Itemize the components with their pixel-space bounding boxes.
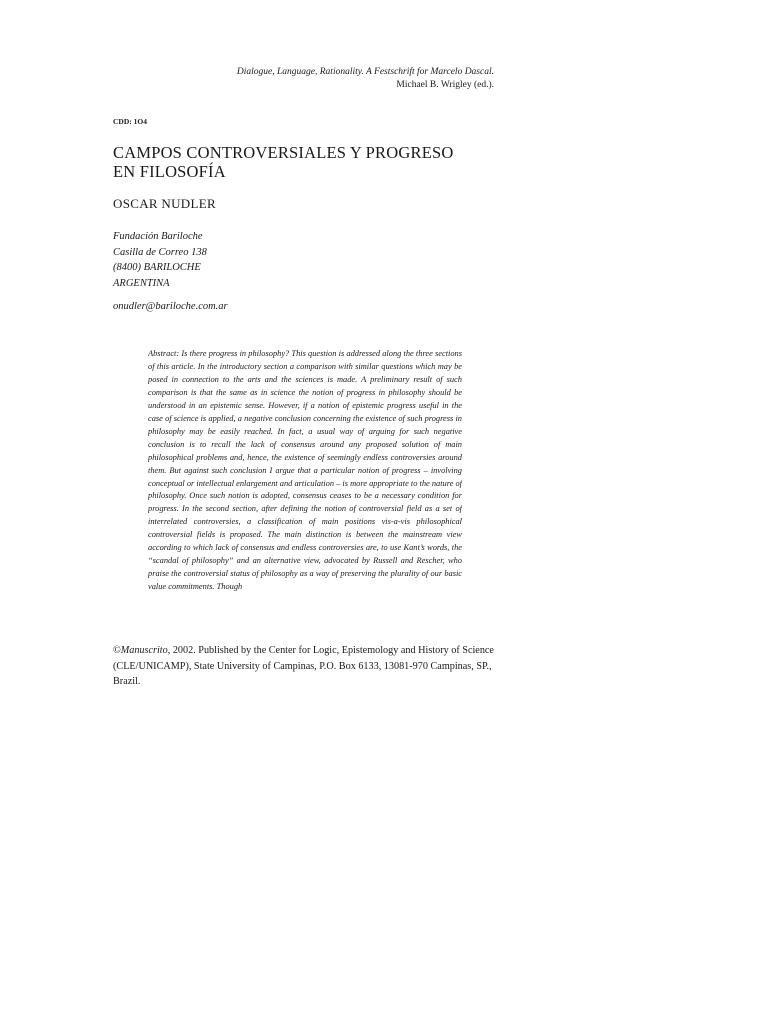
- article-title: [113, 143, 513, 181]
- book-editor: Michael B. Wrigley (ed.).: [396, 80, 494, 90]
- article-title-line-2: EN FILOSOFÍA: [113, 162, 226, 181]
- article-title-line-1: CAMPOS CONTROVERSIALES Y PROGRESO: [113, 143, 454, 162]
- copyright-symbol: ©: [113, 645, 121, 656]
- journal-name: Manuscrito: [120, 645, 168, 656]
- author-email: onudler@bariloche.com.ar: [113, 301, 228, 312]
- abstract-text: Abstract: Is there progress in philosophy? This question is addressed along the three sections of this article. In the introductory section a comparison with similar questions which may be posed in connection to the arts and the sciences is made. A preliminary result of such comparison is that the same as in science the notion of progress in philosophy should be understood in an epistemic sense. However, if a notion of epistemic progress useful in the case of science is applied, a negative conclusion concerning the existence of such progress in philosophy may be easily reached. In fact, a usual way of arguing for such negative conclusion is to recall the lack of consensus around any proposed solution of main philosophical problems and, hence, the existence of seemingly endless controversies around them. But against such conclusion I argue that a particular notion of progress – involving conceptual or intellectual enlargement and articulation – is more appropriate to the nature of philosophy. Once such notion is adopted, consensus ceases to be a necessary condition for progress. In the second section, after defining the notion of controversial field as a set of interrelated controversies, a classification of main positions vis-a-vis philosophical controversial fields is proposed. The main distinction is between the mainstream view according to which lack of consensus and endless controversies are, to use Kant’s words, the “scandal of philosophy” and an alternative view, advocated by Russell and Rescher, who praise the controversial status of philosophy as a way of preserving the plurality of our basic value commitments. Though: [148, 349, 462, 592]
- author-name: OSCAR NUDLER: [113, 196, 216, 211]
- book-title: Dialogue, Language, Rationality. A Festschrift for Marcelo Dascal.: [236, 67, 494, 77]
- affiliation-line-2: Casilla de Correo 138: [113, 246, 207, 258]
- affiliation-line-3: (8400) BARILOCHE: [113, 262, 201, 273]
- copyright-notice: [113, 643, 497, 690]
- affiliation-line-1: Fundación Bariloche: [113, 231, 203, 242]
- affiliation-line-4: ARGENTINA: [113, 277, 170, 289]
- author-affiliation: [113, 229, 207, 291]
- cdd-code: CDD: 1O4: [113, 117, 147, 126]
- running-header: [237, 66, 494, 92]
- copyright-text: , 2002. Published by the Center for Logic, Epistemology and History of Science (CLE/UNICAMP), State University of Campinas, P.O. Box 6133, 13081-970 Campinas, SP., Brazil.: [113, 645, 494, 687]
